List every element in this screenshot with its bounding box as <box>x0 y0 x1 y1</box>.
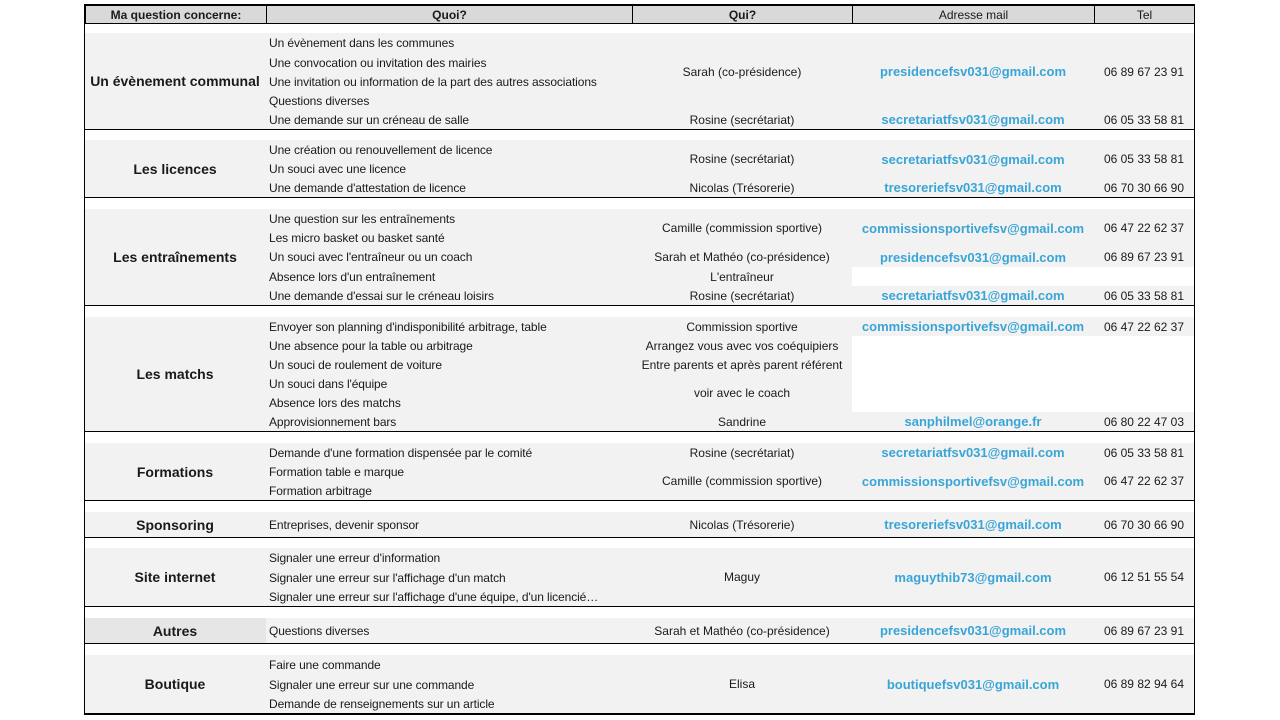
contact-person: voir avec le coach <box>632 374 853 413</box>
header-category: Ma question concerne: <box>85 5 267 24</box>
question-item: Une demande d'essai sur le créneau loisirs <box>266 286 633 306</box>
question-item: Une absence pour la table ou arbitrage <box>266 336 633 356</box>
question-item: Un souci avec une licence <box>266 159 633 179</box>
category-sponsoring: Sponsoring <box>84 512 267 538</box>
question-item: Formation arbitrage <box>266 481 633 501</box>
contact-person: Nicolas (Trésorerie) <box>632 178 853 198</box>
contact-email-link[interactable]: maguythib73@gmail.com <box>852 548 1095 607</box>
question-item: Un souci avec l'entraîneur ou un coach <box>266 247 633 268</box>
contact-email-link[interactable]: tresoreriefsv031@gmail.com <box>852 178 1095 198</box>
contact-phone: 06 05 33 58 81 <box>1094 443 1195 463</box>
category-formations: Formations <box>84 443 267 501</box>
question-item: Les micro basket ou basket santé <box>266 228 633 248</box>
question-item: Un souci dans l'équipe <box>266 374 633 394</box>
question-item: Absence lors des matchs <box>266 393 633 413</box>
category-les-entrainements: Les entraînements <box>84 209 267 306</box>
contact-phone: 06 80 22 47 03 <box>1094 412 1195 432</box>
contact-email-link[interactable]: secretariatfsv031@gmail.com <box>852 110 1095 130</box>
contact-email-empty <box>852 267 1095 287</box>
contact-email-link[interactable]: commissionsportivefsv@gmail.com <box>852 317 1095 337</box>
contact-email-empty <box>852 355 1095 375</box>
question-item: Envoyer son planning d'indisponibilité arbitrage, table <box>266 317 633 337</box>
question-item: Une création ou renouvellement de licence <box>266 140 633 160</box>
contact-person: Sarah (co-présidence) <box>632 33 853 111</box>
category-site-internet: Site internet <box>84 548 267 607</box>
contact-phone: 06 47 22 62 37 <box>1094 317 1195 337</box>
contact-person: Sarah et Mathéo (co-présidence) <box>632 247 853 268</box>
contact-phone: 06 05 33 58 81 <box>1094 140 1195 179</box>
contact-phone-empty <box>1094 336 1195 356</box>
question-item: Demande d'une formation dispensée par le comité <box>266 443 633 463</box>
contact-email-link[interactable]: presidencefsv031@gmail.com <box>852 247 1095 268</box>
contact-person: Sandrine <box>632 412 853 432</box>
contact-email-link[interactable]: secretariatfsv031@gmail.com <box>852 140 1095 179</box>
question-item: Une convocation ou invitation des mairies <box>266 53 633 73</box>
contact-person: Commission sportive <box>632 317 853 337</box>
contact-person: Entre parents et après parent référent <box>632 355 853 375</box>
contact-person: Arrangez vous avec vos coéquipiers <box>632 336 853 356</box>
contact-person: Camille (commission sportive) <box>632 462 853 501</box>
contact-phone: 06 89 67 23 91 <box>1094 618 1195 644</box>
question-item: Approvisionnement bars <box>266 412 633 432</box>
header-what: Quoi? <box>266 5 633 24</box>
question-item: Une demande sur un créneau de salle <box>266 110 633 130</box>
category-les-matchs: Les matchs <box>84 317 267 432</box>
contact-phone: 06 70 30 66 90 <box>1094 178 1195 198</box>
contact-email-link[interactable]: presidencefsv031@gmail.com <box>852 618 1095 644</box>
category-boutique: Boutique <box>84 655 267 714</box>
header-phone: Tel <box>1094 5 1195 24</box>
question-item: Signaler une erreur sur l'affichage d'un match <box>266 568 633 588</box>
contact-phone: 06 89 67 23 91 <box>1094 33 1195 111</box>
contact-phone: 06 89 67 23 91 <box>1094 247 1195 268</box>
header-who: Qui? <box>632 5 853 24</box>
header-email: Adresse mail <box>852 5 1095 24</box>
question-item: Une invitation ou information de la part des autres associations <box>266 72 633 92</box>
contact-email-link[interactable]: presidencefsv031@gmail.com <box>852 33 1095 111</box>
category-les-licences: Les licences <box>84 140 267 198</box>
contact-email-link[interactable]: boutiquefsv031@gmail.com <box>852 655 1095 714</box>
question-item: Entreprises, devenir sponsor <box>266 512 633 538</box>
question-item: Signaler une erreur sur l'affichage d'une équipe, d'un licencié… <box>266 587 633 607</box>
question-item: Signaler une erreur d'information <box>266 548 633 569</box>
contact-email-empty <box>852 336 1095 356</box>
question-item: Questions diverses <box>266 618 633 644</box>
contact-phone-empty <box>1094 267 1195 287</box>
question-item: Signaler une erreur sur une commande <box>266 675 633 695</box>
question-item: Questions diverses <box>266 91 633 111</box>
question-item: Une question sur les entraînements <box>266 209 633 229</box>
contact-email-link[interactable]: secretariatfsv031@gmail.com <box>852 286 1095 306</box>
contact-person: L'entraîneur <box>632 267 853 287</box>
question-item: Formation table e marque <box>266 462 633 482</box>
contact-email-link[interactable]: secretariatfsv031@gmail.com <box>852 443 1095 463</box>
contact-person: Rosine (secrétariat) <box>632 443 853 463</box>
contact-phone: 06 70 30 66 90 <box>1094 512 1195 538</box>
contact-phone: 06 47 22 62 37 <box>1094 209 1195 248</box>
contact-person: Camille (commission sportive) <box>632 209 853 248</box>
contact-person: Rosine (secrétariat) <box>632 110 853 130</box>
category-autres: Autres <box>84 618 267 644</box>
question-item: Un souci de roulement de voiture <box>266 355 633 375</box>
contact-phone: 06 05 33 58 81 <box>1094 286 1195 306</box>
contact-email-empty <box>852 374 1095 413</box>
contact-email-link[interactable]: commissionsportivefsv@gmail.com <box>852 462 1095 501</box>
contact-person: Maguy <box>632 548 853 607</box>
contact-phone-empty <box>1094 355 1195 375</box>
contact-person: Elisa <box>632 655 853 714</box>
question-item: Une demande d'attestation de licence <box>266 178 633 198</box>
category-un-evenement-communal: Un évènement communal <box>84 33 267 130</box>
contact-email-link[interactable]: sanphilmel@orange.fr <box>852 412 1095 432</box>
question-item: Absence lors d'un entraînement <box>266 267 633 287</box>
contact-phone: 06 47 22 62 37 <box>1094 462 1195 501</box>
contact-person: Rosine (secrétariat) <box>632 140 853 179</box>
contact-phone: 06 89 82 94 64 <box>1094 655 1195 714</box>
contact-email-link[interactable]: commissionsportivefsv@gmail.com <box>852 209 1095 248</box>
contact-person: Nicolas (Trésorerie) <box>632 512 853 538</box>
contact-phone: 06 05 33 58 81 <box>1094 110 1195 130</box>
contact-person: Rosine (secrétariat) <box>632 286 853 306</box>
question-item: Faire une commande <box>266 655 633 676</box>
question-item: Demande de renseignements sur un article <box>266 694 633 714</box>
contact-phone: 06 12 51 55 54 <box>1094 548 1195 607</box>
contact-phone-empty <box>1094 374 1195 413</box>
contact-email-link[interactable]: tresoreriefsv031@gmail.com <box>852 512 1095 538</box>
question-item: Un évènement dans les communes <box>266 33 633 54</box>
contact-person: Sarah et Mathéo (co-présidence) <box>632 618 853 644</box>
